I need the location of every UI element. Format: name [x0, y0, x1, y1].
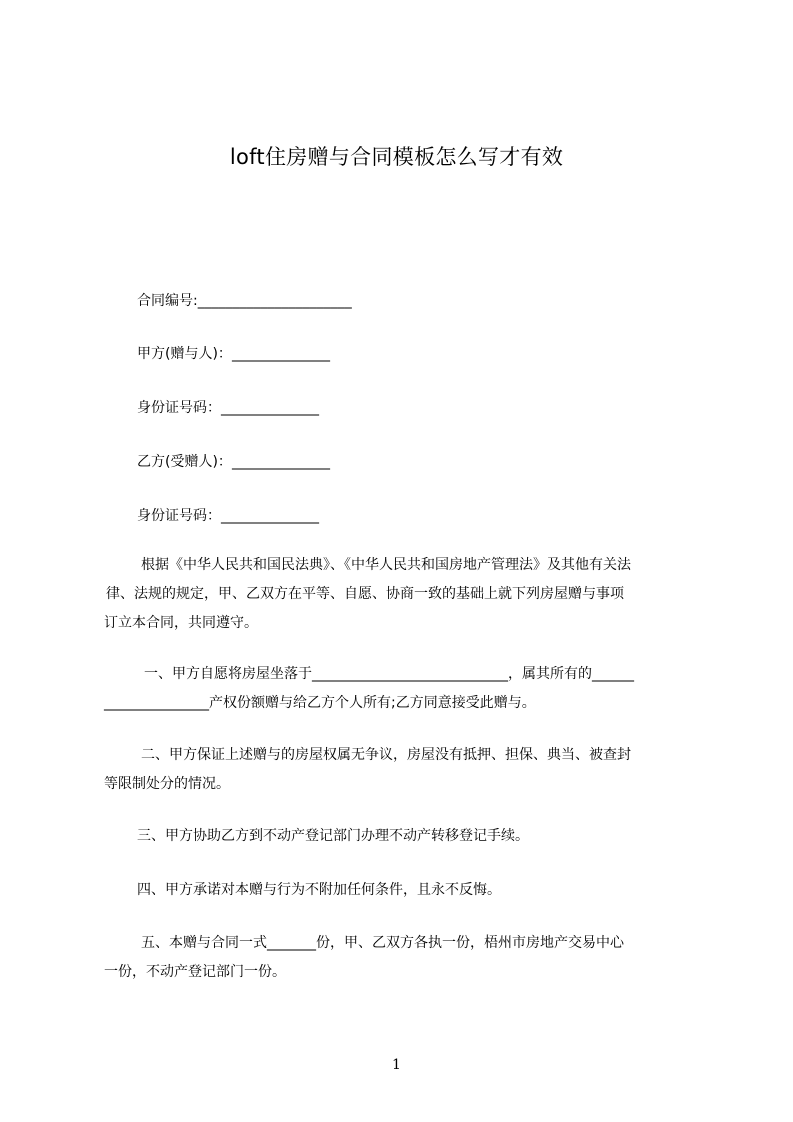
- copies-count-blank: _______: [267, 935, 316, 951]
- clause-3-text: 三、甲方协助乙方到不动产登记部门办理不动产转移登记手续。: [137, 828, 529, 844]
- preamble-line: [104, 580, 701, 609]
- clause-1-text: ，属其所有的: [508, 666, 592, 682]
- preamble-paragraph: [104, 551, 701, 638]
- party-b-id-blank: ______________: [221, 508, 319, 524]
- clause-5-text: 五、本赠与合同一式: [141, 935, 267, 951]
- property-location-blank: ____________________________: [312, 666, 508, 682]
- party-a-label: 甲方(赠与人)：: [137, 346, 232, 362]
- party-a-id-blank: ______________: [221, 400, 319, 416]
- contract-number-label: 合同编号:: [137, 293, 198, 309]
- clause-5-text: 份，甲、乙双方各执一份，梧州市房地产交易中心: [316, 935, 624, 951]
- party-b-id-label: 身份证号码：: [137, 508, 221, 524]
- clause-5-line: [104, 929, 701, 958]
- ownership-blank: ______: [592, 666, 634, 682]
- contract-number-field: [137, 291, 352, 311]
- clause-4: [104, 876, 701, 905]
- party-a-field: [137, 344, 330, 364]
- clause-1-line: [104, 689, 701, 718]
- party-b-label: 乙方(受赠人)：: [137, 454, 232, 470]
- clause-3-line: [104, 822, 701, 851]
- document-title: loft住房赠与合同模板怎么写才有效: [229, 145, 564, 169]
- clause-5: [104, 929, 701, 987]
- preamble-line: [104, 551, 701, 580]
- preamble-line-text: 根据《中华人民共和国民法典》、《中华人民共和国房地产管理法》及其他有关法: [141, 557, 631, 573]
- clause-1: [104, 660, 701, 718]
- contract-number-blank: ______________________: [197, 293, 352, 309]
- clause-4-line: [104, 876, 701, 905]
- party-b-field: [137, 452, 330, 472]
- party-b-id-field: [137, 506, 319, 526]
- clause-2-text: 二、甲方保证上述赠与的房屋权属无争议，房屋没有抵押、担保、典当、被查封: [141, 747, 631, 763]
- clause-1-text: 一、甲方自愿将房屋坐落于: [144, 666, 312, 682]
- preamble-line-text: 订立本合同，共同遵守。: [104, 615, 258, 631]
- clause-2-line: [104, 741, 701, 770]
- ownership-share-blank: _______________: [104, 695, 209, 711]
- party-a-id-field: [137, 398, 319, 418]
- clause-1-text: 产权份额赠与给乙方个人所有;乙方同意接受此赠与。: [209, 695, 536, 711]
- party-b-blank: ______________: [231, 454, 330, 470]
- preamble-line-text: 律、法规的规定，甲、乙双方在平等、自愿、协商一致的基础上就下列房屋赠与事项: [106, 586, 624, 602]
- party-a-id-label: 身份证号码：: [137, 400, 221, 416]
- clause-5-line: [104, 958, 701, 987]
- page-number: 1: [392, 1057, 401, 1073]
- preamble-line: [104, 609, 701, 638]
- clause-5-text: 一份，不动产登记部门一份。: [104, 964, 286, 980]
- clause-3: [104, 822, 701, 851]
- clause-2-text: 等限制处分的情况。: [104, 776, 230, 792]
- party-a-blank: ______________: [231, 346, 330, 362]
- clause-2: [104, 741, 701, 799]
- clause-1-line: [104, 660, 701, 689]
- clause-2-line: [104, 770, 701, 799]
- clause-4-text: 四、甲方承诺对本赠与行为不附加任何条件，且永不反悔。: [137, 882, 501, 898]
